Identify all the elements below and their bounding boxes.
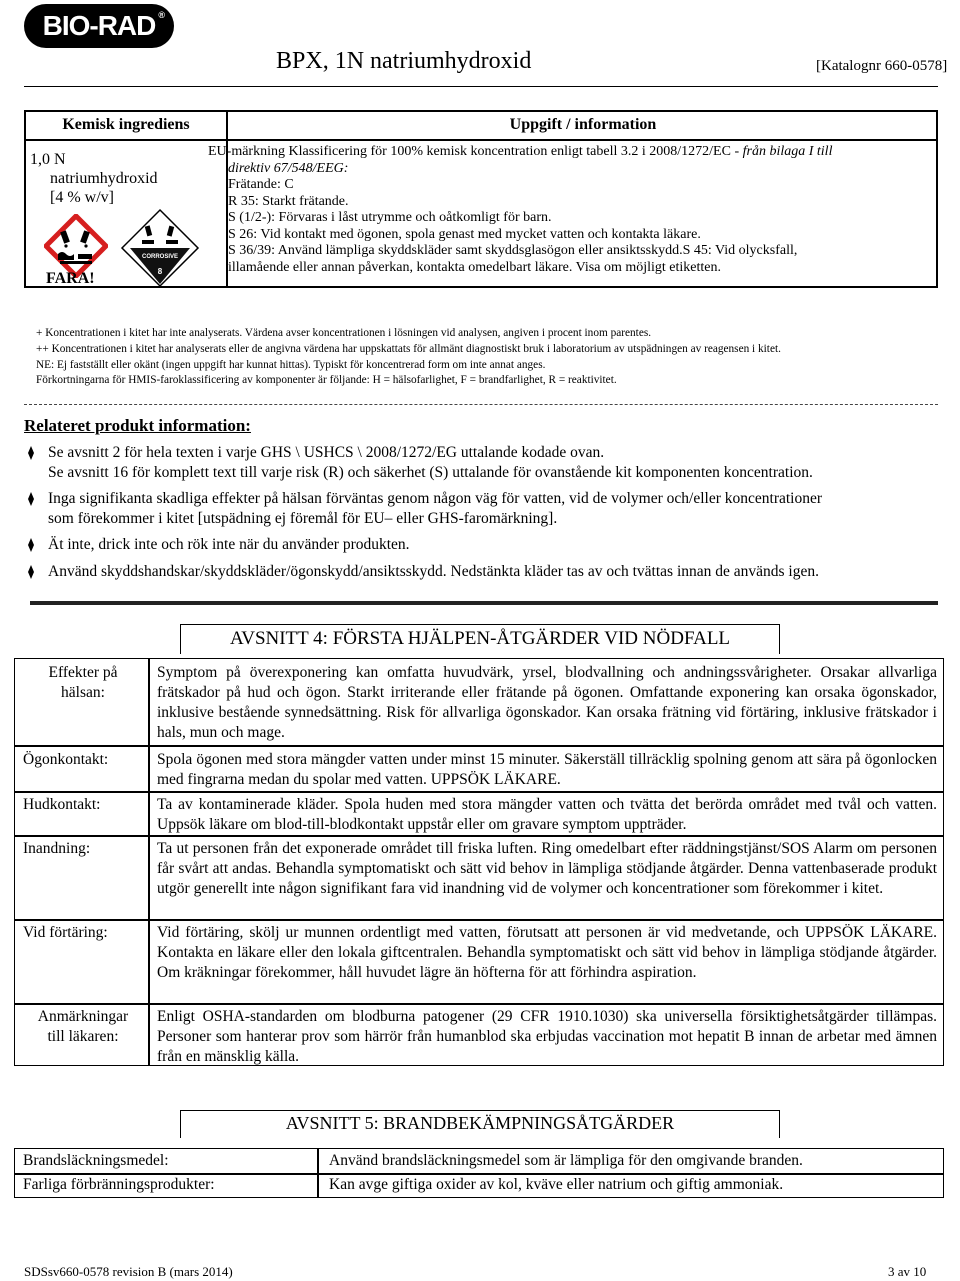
row-text-combustion-products: Kan avge giftiga oxider av kol, kväve eller natrium och giftig ammoniak. — [329, 1176, 784, 1193]
pictogram-label: CORROSIVE — [141, 254, 179, 260]
ingredient-name: natriumhydroxid — [50, 170, 158, 187]
column-header-information: Uppgift / information — [509, 116, 657, 133]
bullet-icon — [26, 565, 36, 579]
header-row-divider — [26, 139, 936, 141]
info-line-italic: direktiv 67/548/EEG: — [228, 160, 349, 176]
row-label-combustion-products: Farliga förbränningsprodukter: — [23, 1176, 215, 1193]
row-divider — [15, 919, 943, 921]
bio-rad-logo — [24, 4, 174, 48]
row-label-skin-contact: Hudkontakt: — [23, 796, 101, 813]
footnote: Förkortningarna för HMIS-faroklassificering av komponenter är följande: H = hälsofarlighet, F = brandfarlighet, R = reaktivitet. — [36, 374, 617, 387]
list-item-line: Se avsnitt 2 för hela texten i varje GHS \ USHCS \ 2008/1272/EG uttalande kodade ovan. — [48, 444, 605, 461]
related-info-heading: Relateret produkt information: — [24, 416, 251, 435]
ingredient-percent: [4 % w/v] — [50, 189, 114, 206]
section4-title: AVSNITT 4: FÖRSTA HJÄLPEN-ÅTGÄRDER VID NÖDFALL — [229, 628, 731, 649]
footnote: + Koncentrationen i kitet har inte analyserats. Värdena avser koncentrationen i lösningen vid analysen, angiven i procent inom parentes. — [36, 327, 652, 339]
info-line-italic: från bilaga I till — [742, 144, 833, 159]
list-item — [24, 443, 938, 482]
bullet-icon — [26, 492, 36, 506]
row-divider — [15, 745, 148, 747]
row-text-health-effects: Symptom på överexponering kan omfatta huvudvärk, yrsel, blodvallning och andningssvårigheter. Orsakar allvarliga frätskador på hud och ögon. Starkt irriterande eller frätande på ögonen. Omfattande exponering kan orsaka ögonskador, inklusive bestående synnedsättning. Risk för allvarliga ögonskador. Kan orsaka frätning vid förtäring, inklusive frätskador i hals, mun och mage. — [157, 664, 937, 741]
corrosive-ghs-icon — [44, 214, 108, 278]
footnotes — [36, 326, 936, 389]
info-line: S (1/2-): Förvaras i låst utrymme och oåtkomligt för barn. — [228, 210, 552, 225]
row-label-extinguishing-media: Brandsläckningsmedel: — [23, 1152, 169, 1169]
list-item-line: Ät inte, drick inte och rök inte när du använder produkten. — [48, 536, 410, 553]
info-line: illamående eller annan påverkan, kontakta omedelbart läkare. Visa om möjligt etiketten. — [228, 259, 721, 275]
section-divider — [30, 601, 938, 605]
ingredient-concentration: 1,0 N — [30, 151, 66, 168]
row-label-line: Anmärkningar — [37, 1008, 129, 1025]
column-header-ingredient: Kemisk ingrediens — [62, 116, 190, 133]
row-label-line: Effekter på — [48, 664, 118, 681]
bullet-icon — [26, 446, 36, 460]
first-aid-table — [14, 658, 944, 1066]
list-item — [24, 562, 938, 582]
row-label-inhalation: Inandning: — [23, 840, 91, 857]
page-number: 3 av 10 — [888, 1264, 927, 1279]
row-text-extinguishing-media: Använd brandsläckningsmedel som är lämpliga för den omgivande branden. — [329, 1152, 803, 1169]
document-revision: SDSsv660-0578 revision B (mars 2014) — [24, 1264, 233, 1279]
header-divider — [24, 86, 938, 87]
catalog-number: [Katalognr 660-0578] — [816, 58, 948, 74]
ingredient-cell — [30, 150, 220, 207]
info-line — [208, 144, 928, 161]
hazard-classification-table — [24, 110, 938, 288]
row-text-skin-contact: Ta av kontaminerade kläder. Spola huden med stora mängder vatten och tvätta det berörda området med tvål och vatten. Uppsök läkare om blod-till-blodkontakt uppstår eller om gravare symptom uppträder. — [157, 796, 937, 833]
info-line: Frätande: C — [228, 177, 294, 192]
list-item-line: som förekommer i kitet [utspädning ej föremål för EU– eller GHS-faromärkning]. — [48, 509, 558, 527]
signal-word: FARA! — [46, 270, 95, 287]
dashed-divider — [24, 404, 938, 405]
footnote: ++ Koncentrationen i kitet har analyserats eller de angivna värdena har uppskattats för allmänt diagnostiskt bruk i laboratorium av utspädningen av reagensen i kitet. — [36, 342, 781, 355]
row-text-eye-contact: Spola ögonen med stora mängder vatten under minst 15 minuter. Säkerställ tillräcklig spolning genom att sära på ögonlocken med fingrarna medan du spolar med vatten. UPPSÖK LÄKARE. — [157, 751, 937, 788]
list-item-line: Se avsnitt 16 för komplett text till varje risk (R) och säkerhet (S) uttalande för ovanstående kit komponenten koncentration. — [48, 463, 813, 481]
row-label-health-effects — [23, 663, 143, 703]
section5-title: AVSNITT 5: BRANDBEKÄMPNINGSÅTGÄRDER — [285, 1113, 675, 1133]
list-item — [24, 489, 938, 528]
row-text-ingestion: Vid förtäring, skölj ur munnen ordentligt med vatten, förutsatt att personen är vid medvetande, och UPPSÖK LÄKARE. Kontakta en läkare eller den lokala giftcentralen. Behandla symptomatiskt och sätt vid behov in lämpliga stödjande åtgärder. Om kräkningar förekommer, håll huvudet lägre än höfterna för att förhindra aspiration. — [157, 924, 937, 981]
corrosive-dot-icon — [120, 208, 200, 288]
footnote: NE: Ej fastställt eller okänt (ingen uppgift har kunnat hittas). Typiskt för koncentrerad form om inte annat anges. — [36, 358, 546, 371]
row-label-line: till läkaren: — [47, 1028, 119, 1045]
list-item — [24, 535, 938, 555]
document-title: BPX, 1N natriumhydroxid — [276, 48, 532, 74]
row-text-physician-notes: Enligt OSHA-standarden om blodburna patogener (29 CFR 1910.1030) ska universella försiktighetsåtgärder tillämpas. Personer som hanterar prov som härrör från humanblod ska erbjudas vaccination mot hepatit B innan de arbetar med ämnen från en mänsklig källa. — [157, 1008, 937, 1065]
row-divider — [148, 745, 943, 747]
row-divider — [15, 835, 943, 837]
bullet-icon — [26, 538, 36, 552]
list-item-line: Inga signifikanta skadliga effekter på hälsan förväntas genom någon väg för vatten, vid de volymer och/eller koncentrationer — [48, 490, 823, 507]
registered-mark-icon: ® — [158, 10, 164, 20]
row-divider — [15, 1003, 943, 1005]
info-line: S 26: Vid kontakt med ögonen, spola genast med mycket vatten och kontakta läkare. — [228, 226, 701, 242]
row-label-physician-notes — [23, 1007, 143, 1047]
info-line — [208, 161, 928, 178]
row-text-inhalation: Ta ut personen från det exponerade området till friska luften. Ring omedelbart efter räddningstjänst/SOS Alarm om personen får svårt att andas. Behandla symptomatiskt och sätt vid behov in lämpliga stödjande åtgärder. Denna vattenbaserade produkt utgör generellt inte någon signifikant fara vid inandning vid de volymer och koncentrationer som förekommer i kitet. — [157, 840, 937, 897]
info-line: R 35: Starkt frätande. — [228, 193, 349, 209]
firefighting-table — [14, 1148, 944, 1198]
info-line: S 36/39: Använd lämpliga skyddskläder samt skyddsglasögon eller ansiktsskydd.S 45: Vid olycksfall, — [228, 243, 798, 258]
pictogram-class: 8 — [157, 267, 163, 276]
row-label-ingestion: Vid förtäring: — [23, 924, 108, 941]
row-label-line: hälsan: — [61, 684, 105, 701]
row-label-eye-contact: Ögonkontakt: — [23, 751, 109, 768]
list-item-line: Använd skyddshandskar/skyddskläder/ögonskydd/ansiktsskydd. Nedstänkta kläder tas av och tvättas innan de används igen. — [48, 562, 819, 580]
info-line-plain: EU-märkning Klassificering för 100% kemisk koncentration enligt tabell 3.2 i 2008/1272/EC - — [208, 144, 743, 159]
logo-text: BIO-RAD — [42, 10, 156, 41]
related-info-list — [24, 443, 938, 588]
classification-info — [208, 144, 928, 276]
row-divider — [15, 791, 943, 793]
